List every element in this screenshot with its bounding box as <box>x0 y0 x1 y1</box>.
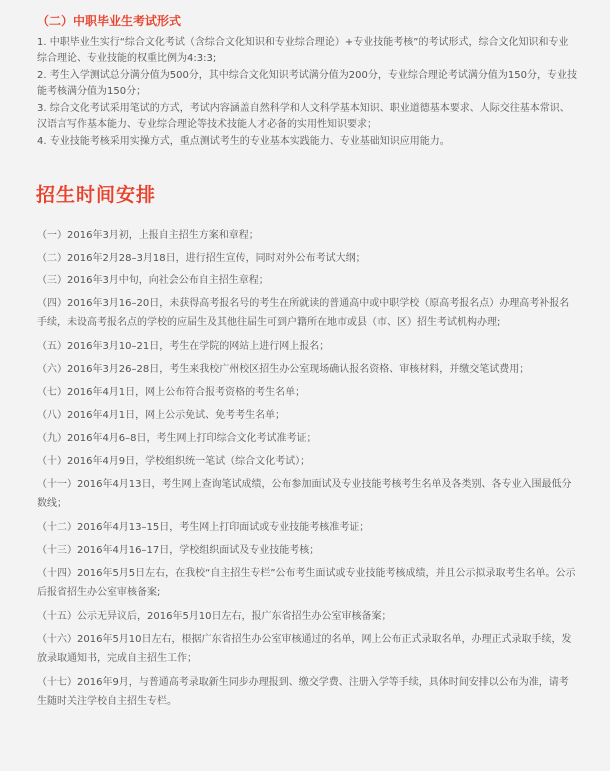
schedule-item: （十）2016年4月9日，学校组织统一笔试（综合文化考试）； <box>37 456 311 467</box>
schedule-item: （十三）2016年4月16–17日，学校组织面试及专业技能考核； <box>37 545 320 556</box>
schedule-item: （八）2016年4月1日，网上公示免试、免考考生名单； <box>37 410 286 421</box>
schedule-item: （五）2016年3月10–21日，考生在学院的网站上进行网上报名； <box>37 341 330 352</box>
schedule-item: （一）2016年3月初，上报自主招生方案和章程； <box>37 230 259 241</box>
schedule-item: （三）2016年3月中旬，向社会公布自主招生章程； <box>37 275 269 286</box>
schedule-item: （十一）2016年4月13日，考生网上查询笔试成绩，公布参加面试及专业技能考核考生名单及各类别、各专业入围最低分数线； <box>37 479 572 509</box>
exam-format-paragraph-3: 3. 综合文化考试采用笔试的方式，考试内容涵盖自然科学和人文科学基本知识、职业道德基本要求、人际交往基本常识、汉语言写作基本能力、专业综合理论等技术技能人才必备的实用性知识要求； <box>37 103 570 130</box>
schedule-item: （六）2016年3月26–28日，考生来我校广州校区招生办公室现场确认报名资格、审核材料，并缴交笔试费用； <box>37 364 530 375</box>
schedule-item: （七）2016年4月1日，网上公布符合报考资格的考生名单； <box>37 387 306 398</box>
schedule-item: （二）2016年2月28–3月18日，进行招生宣传，同时对外公布考试大纲； <box>37 253 366 264</box>
exam-format-heading: （二）中职毕业生考试形式 <box>37 14 182 28</box>
schedule-item: （十七）2016年9月，与普通高考录取新生同步办理报到、缴交学费、注册入学等手续，具体时间安排以公布为准，请考生随时关注学校自主招生专栏。 <box>37 677 569 707</box>
schedule-item: （十四）2016年5月5日左右，在我校“自主招生专栏”公布考生面试或专业技能考核成绩，并且公示拟录取考生名单。公示后报省招生办公室审核备案; <box>37 568 576 598</box>
exam-format-paragraph-4: 4. 专业技能考核采用实操方式，重点测试考生的专业基本实践能力、专业基础知识应用能力。 <box>37 136 450 147</box>
exam-format-paragraph-1: 1. 中职毕业生实行“综合文化考试（含综合文化知识和专业综合理论）+专业技能考核”的考试形式，综合文化知识和专业综合理论、专业技能的权重比例为4:3:3; <box>37 37 569 64</box>
schedule-item: （九）2016年4月6–8日，考生网上打印综合文化考试准考证； <box>37 433 317 444</box>
schedule-heading: 招生时间安排 <box>36 184 157 206</box>
schedule-item: （四）2016年3月16–20日，未获得高考报名号的考生在所就读的普通高中或中职学校（原高考报名点）办理高考补报名手续，未设高考报名点的学校的应届生及其他往届生可到户籍所在地市或县（市、区）招生考试机构办理; <box>37 298 570 328</box>
schedule-item: （十五）公示无异议后，2016年5月10日左右，报广东省招生办公室审核备案； <box>37 611 392 622</box>
exam-format-paragraph-2: 2. 考生入学测试总分满分值为500分，其中综合文化知识考试满分值为200分，专业综合理论考试满分值为150分，专业技能考核满分值为150分； <box>37 70 577 97</box>
schedule-item: （十二）2016年4月13–15日，考生网上打印面试或专业技能考核准考证； <box>37 522 370 533</box>
schedule-item: （十六）2016年5月10日左右，根据广东省招生办公室审核通过的名单，网上公布正式录取名单，办理正式录取手续，发放录取通知书，完成自主招生工作； <box>37 634 572 664</box>
